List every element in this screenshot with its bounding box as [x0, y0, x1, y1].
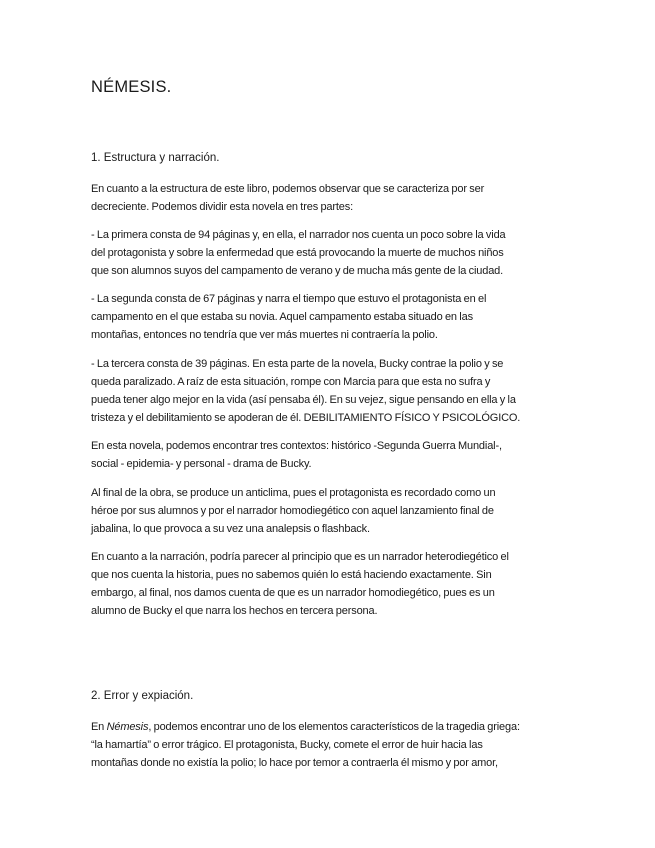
text-line: montañas, entonces no tendría que ver más muertes ni contraería la polio. — [91, 329, 438, 341]
text-line: jabalina, lo que provoca a su vez una analepsis o flashback. — [91, 523, 370, 535]
section-1-paragraph-7 — [91, 548, 571, 620]
text-line: queda paralizado. A raíz de esta situación, rompe con Marcia para que esta no sufra y — [91, 376, 491, 388]
section-1-paragraph-5 — [91, 437, 571, 473]
text-line: héroe por sus alumnos y por el narrador homodiegético con aquel lanzamiento final de — [91, 505, 494, 517]
section-2-paragraph-1 — [91, 718, 571, 772]
text-line: En cuanto a la estructura de este libro, podemos observar que se caracteriza por ser — [91, 183, 485, 195]
text-line: tristeza y el debilitamiento se apoderan de él. DEBILITAMIENTO FÍSICO Y PSICOLÓGICO. — [91, 412, 521, 424]
text-line: Al final de la obra, se produce un anticlima, pues el protagonista es recordado como un — [91, 487, 496, 499]
section-2-heading: 2. Error y expiación. — [91, 690, 194, 702]
text-line: En esta novela, podemos encontrar tres contextos: histórico -Segunda Guerra Mundial-, — [91, 440, 502, 452]
text-line — [91, 718, 571, 736]
text-line: “la hamartía” o error trágico. El protagonista, Bucky, comete el error de huir hacia las — [91, 739, 483, 751]
text-fragment: En — [91, 721, 107, 733]
section-1-paragraph-3 — [91, 290, 571, 344]
text-line: - La primera consta de 94 páginas y, en ella, el narrador nos cuenta un poco sobre la vida — [91, 229, 506, 241]
section-1-paragraph-1 — [91, 180, 571, 216]
text-line: pueda tener algo mejor en la vida (así pensaba él). En su vejez, sigue pensando en ella y la — [91, 394, 516, 406]
document-title: NÉMESIS. — [91, 78, 172, 96]
text-fragment: , podemos encontrar uno de los elementos característicos de la tragedia griega: — [148, 721, 520, 733]
section-1-paragraph-2 — [91, 226, 571, 280]
book-title-italic: Némesis — [106, 721, 149, 733]
section-1-heading: 1. Estructura y narración. — [91, 152, 220, 164]
section-1-paragraph-4 — [91, 355, 571, 427]
text-line: del protagonista y sobre la enfermedad que está provocando la muerte de muchos niños — [91, 247, 504, 259]
text-line: que nos cuenta la historia, pues no sabemos quién lo está haciendo exactamente. Sin — [91, 569, 492, 581]
text-line: En cuanto a la narración, podría parecer al principio que es un narrador heterodiegético el — [91, 551, 509, 563]
text-line: que son alumnos suyos del campamento de verano y de mucha más gente de la ciudad. — [91, 265, 504, 277]
text-line: alumno de Bucky el que narra los hechos en tercera persona. — [91, 605, 378, 617]
text-line: montañas donde no existía la polio; lo hace por temor a contraerla él mismo y por amor, — [91, 757, 498, 769]
text-line: embargo, al final, nos damos cuenta de que es un narrador homodiegético, pues es un — [91, 587, 495, 599]
section-1-paragraph-6 — [91, 484, 571, 538]
text-line: campamento en el que estaba su novia. Aquel campamento estaba situado en las — [91, 311, 473, 323]
text-line: - La tercera consta de 39 páginas. En esta parte de la novela, Bucky contrae la polio y se — [91, 358, 504, 370]
text-line: social - epidemia- y personal - drama de Bucky. — [91, 458, 312, 470]
text-line: decreciente. Podemos dividir esta novela en tres partes: — [91, 201, 354, 213]
text-line: - La segunda consta de 67 páginas y narra el tiempo que estuvo el protagonista en el — [91, 293, 487, 305]
